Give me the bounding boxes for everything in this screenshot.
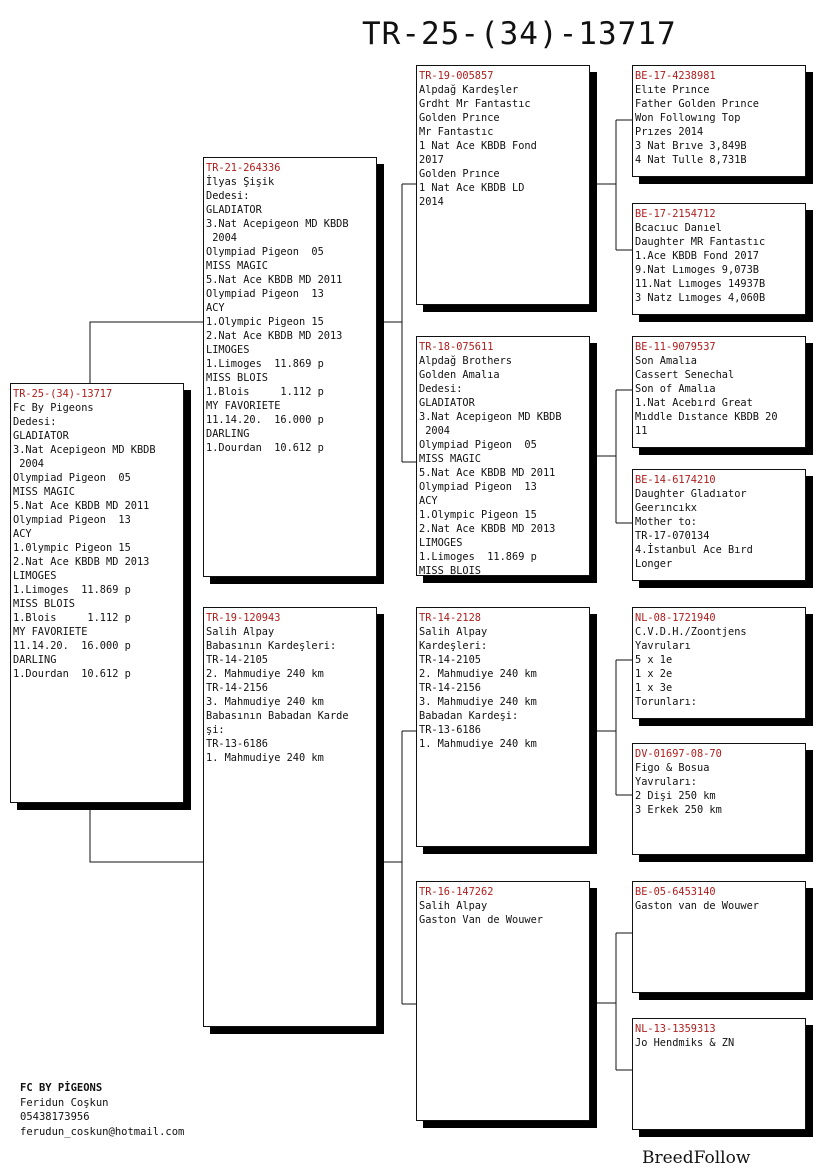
card-line: Mr Fantastıc — [419, 126, 494, 138]
card-line: DARLING — [206, 428, 250, 440]
card-line: Longer — [635, 558, 673, 570]
card-line: GLADIATOR — [13, 430, 69, 442]
pedigree-title: TR-25-(34)-13717 — [362, 16, 677, 52]
card-line: 1.Olympic Pigeon 15 — [419, 509, 537, 521]
card-line: DARLING — [13, 654, 57, 666]
card-line: Father Golden Prınce — [635, 98, 759, 110]
card-line: Gaston van de Wouwer — [635, 900, 759, 912]
card-line: LIMOGES — [206, 344, 250, 356]
card-line: 3 Natz Lımoges 4,060B — [635, 292, 766, 304]
card-line: 5.Nat Ace KBDB MD 2011 — [13, 500, 150, 512]
card-line: Golden Prınce — [419, 112, 500, 124]
card-line: Gaston Van de Wouwer — [419, 914, 543, 926]
card-line: 3.Nat Acepigeon MD KBDB — [419, 411, 562, 423]
card-line: 2. Mahmudiye 240 km — [206, 668, 324, 680]
card-line: Prızes 2014 — [635, 126, 704, 138]
ring-number: BE-17-2154712 — [635, 208, 716, 220]
card-line: 1.Dourdan 10.612 p — [206, 442, 324, 454]
connector-sire-grandparents — [376, 184, 416, 462]
ring-number: TR-25-(34)-13717 — [13, 388, 113, 400]
card-line: 1.Blois 1.112 p — [206, 386, 324, 398]
card-line: Elıte Prınce — [635, 84, 710, 96]
pedigree-card-sdd — [632, 469, 806, 581]
card-line: şi: — [206, 724, 225, 736]
card-line: 3.Nat Acepigeon MD KBDB — [206, 218, 349, 230]
card-line: MISS BLOIS — [13, 598, 75, 610]
card-line: Dedesi: — [206, 190, 250, 202]
card-line: Won Followıng Top — [635, 112, 741, 124]
card-line: 1 x 3e — [635, 682, 673, 694]
card-line: Cassert Senechal — [635, 369, 735, 381]
card-line: 1.Blois 1.112 p — [13, 612, 131, 624]
connector-dam-grandparents — [376, 731, 416, 1004]
card-line: MISS MAGIC — [206, 260, 268, 272]
ring-number: NL-08-1721940 — [635, 612, 716, 624]
card-line: 2017 — [419, 154, 444, 166]
card-line: 5.Nat Ace KBDB MD 2011 — [419, 467, 556, 479]
card-line: TR-13-6186 — [419, 724, 481, 736]
card-line: 11.14.20. 16.000 p — [13, 640, 131, 652]
card-line: 1.Nat Acebırd Great — [635, 397, 753, 409]
card-line: 11 — [635, 425, 648, 437]
card-line: Bcacıuc Danıel — [635, 222, 722, 234]
card-line: 11.Nat Lımoges 14937B — [635, 278, 766, 290]
card-line: Salih Alpay — [419, 900, 488, 912]
card-line: Figo & Bosua — [635, 762, 710, 774]
ring-number: TR-18-075611 — [419, 341, 494, 353]
card-line: 4.İstanbul Ace Bırd — [635, 544, 753, 556]
ring-number: BE-11-9079537 — [635, 341, 716, 353]
card-line: TR-14-2156 — [419, 682, 481, 694]
card-line: 1.Ace KBDB Fond 2017 — [635, 250, 759, 262]
card-line: MISS MAGIC — [419, 453, 481, 465]
pedigree-card-ddd — [632, 1018, 806, 1130]
card-line: 2.Nat Ace KBDB MD 2013 — [206, 330, 343, 342]
card-line: 11.14.20. 16.000 p — [206, 414, 324, 426]
connector-sd-children — [590, 390, 632, 523]
card-line: Salih Alpay — [206, 626, 275, 638]
card-line: Kardeşleri: — [419, 640, 488, 652]
card-line: Salih Alpay — [419, 626, 488, 638]
pedigree-card-subject — [10, 383, 184, 803]
card-line: LIMOGES — [419, 537, 463, 549]
card-line: Son Amalıa — [635, 355, 697, 367]
card-line: 2 Dişi 250 km — [635, 790, 716, 802]
card-line: 1. Mahmudiye 240 km — [419, 738, 537, 750]
card-line: 1.Olympic Pigeon 15 — [206, 316, 324, 328]
card-line: 3.Nat Acepigeon MD KBDB — [13, 444, 156, 456]
card-line: 1.Limoges 11.869 p — [206, 358, 324, 370]
card-line: Olympiad Pigeon 13 — [13, 514, 131, 526]
card-line: GLADIATOR — [206, 204, 262, 216]
card-line: Yavruları: — [635, 776, 697, 788]
card-line: 1.Limoges 11.869 p — [419, 551, 537, 563]
card-line: 3. Mahmudiye 240 km — [206, 696, 324, 708]
ring-number: BE-14-6174210 — [635, 474, 716, 486]
card-line: MY FAVORIETE — [13, 626, 88, 638]
card-line: 4 Nat Tulle 8,731B — [635, 154, 747, 166]
card-line: 1 Nat Ace KBDB Fond — [419, 140, 537, 152]
card-line: ACY — [419, 495, 438, 507]
card-line: 1.Dourdan 10.612 p — [13, 668, 131, 680]
card-line: MISS MAGIC — [13, 486, 75, 498]
card-line: 1 Nat Ace KBDB LD — [419, 182, 525, 194]
card-line: TR-13-6186 — [206, 738, 268, 750]
card-line: Daughter MR Fantastıc — [635, 236, 766, 248]
card-line: Babasının Kardeşleri: — [206, 640, 337, 652]
pedigree-card-dsd — [632, 743, 806, 855]
breeder-name: Feridun Coşkun — [20, 1096, 109, 1109]
card-line: Yavruları — [635, 640, 691, 652]
pedigree-card-dds — [632, 881, 806, 993]
card-line: ACY — [13, 528, 32, 540]
card-line: 1.0lympic Pigeon 15 — [13, 542, 131, 554]
card-line: MISS BLOIS — [206, 372, 268, 384]
card-line: Olympiad Pigeon 13 — [419, 481, 537, 493]
card-line: 9.Nat Lımoges 9,073B — [635, 264, 759, 276]
card-line: C.V.D.H./Zoontjens — [635, 626, 747, 638]
breeder-email[interactable]: ferudun_coskun@hotmail.com — [20, 1125, 185, 1138]
card-line: TR-14-2156 — [206, 682, 268, 694]
pedigree-card-sire-sire — [416, 65, 590, 305]
card-line: MISS BLOIS — [419, 565, 481, 576]
card-line: Olympiad Pigeon 05 — [13, 472, 131, 484]
card-line: 2004 — [419, 425, 450, 437]
card-line: Golden Prınce — [419, 168, 500, 180]
card-line: İlyas Şişik — [206, 176, 275, 188]
ring-number: BE-17-4238981 — [635, 70, 716, 82]
card-line: TR-17-070134 — [635, 530, 710, 542]
card-line: 1 x 2e — [635, 668, 673, 680]
card-line: Olympiad Pigeon 05 — [206, 246, 324, 258]
card-line: GLADIATOR — [419, 397, 475, 409]
card-line: 2004 — [206, 232, 237, 244]
ring-number: DV-01697-08-70 — [635, 748, 722, 760]
card-line: Jo Hendmiks & ZN — [635, 1037, 735, 1049]
card-line: ACY — [206, 302, 225, 314]
breeder-phone: 05438173956 — [20, 1111, 90, 1123]
card-line: 2004 — [13, 458, 44, 470]
card-line: 1.Limoges 11.869 p — [13, 584, 131, 596]
card-line: 2. Mahmudiye 240 km — [419, 668, 537, 680]
card-line: 3. Mahmudiye 240 km — [419, 696, 537, 708]
card-line: Daughter Gladıator — [635, 488, 747, 500]
card-line: Olympiad Pigeon 05 — [419, 439, 537, 451]
ring-number: TR-14-2128 — [419, 612, 481, 624]
card-line: 2.Nat Ace KBDB MD 2013 — [13, 556, 150, 568]
card-line: Olympiad Pigeon 13 — [206, 288, 324, 300]
card-line: 2.Nat Ace KBDB MD 2013 — [419, 523, 556, 535]
card-line: Golden Amalıa — [419, 369, 500, 381]
ring-number: BE-05-6453140 — [635, 886, 716, 898]
breeder-org: FC BY PİGEONS — [20, 1082, 103, 1094]
card-line: Babadan Kardeşi: — [419, 710, 519, 722]
card-line: TR-14-2105 — [206, 654, 268, 666]
card-line: 3 Erkek 250 km — [635, 804, 722, 816]
connector-ss-children — [590, 120, 632, 250]
card-line: Grdht Mr Fantastıc — [419, 98, 531, 110]
card-line: Alpdağ Kardeşler — [419, 84, 519, 96]
card-line: 2014 — [419, 196, 444, 208]
card-line: Dedesi: — [419, 383, 463, 395]
connector-dd-children — [590, 933, 632, 1070]
card-line: MY FAVORIETE — [206, 400, 281, 412]
card-line: Alpdağ Brothers — [419, 355, 512, 367]
ring-number: TR-16-147262 — [419, 886, 494, 898]
pedigree-card-sds — [632, 336, 806, 448]
card-line: 5.Nat Ace KBDB MD 2011 — [206, 274, 343, 286]
card-line: Geerıncıkx — [635, 502, 697, 514]
connector-subject-sire — [90, 322, 203, 383]
card-line: 3 Nat Brıve 3,849B — [635, 140, 747, 152]
card-line: Dedesi: — [13, 416, 57, 428]
card-line: Mother to: — [635, 516, 697, 528]
pedigree-card-sire-dam — [416, 336, 590, 576]
pedigree-card-dss — [632, 607, 806, 719]
brand-logo: BreedFollow — [642, 1148, 751, 1168]
connector-ds-children — [590, 660, 632, 795]
card-line: LIMOGES — [13, 570, 57, 582]
ring-number: TR-19-005857 — [419, 70, 494, 82]
pedigree-card-dam-sire — [416, 607, 590, 847]
connector-subject-dam — [90, 803, 203, 862]
card-line: 5 x 1e — [635, 654, 673, 666]
card-line: Babasının Babadan Karde — [206, 710, 349, 722]
card-line: Fc By Pigeons — [13, 402, 94, 414]
pedigree-card-sss — [632, 65, 806, 177]
ring-number: TR-19-120943 — [206, 612, 281, 624]
pedigree-card-dam — [203, 607, 377, 1027]
pedigree-card-sire — [203, 157, 377, 577]
card-line: 1. Mahmudiye 240 km — [206, 752, 324, 764]
card-line: Son of Amalıa — [635, 383, 716, 395]
card-line: Mıddle Dıstance KBDB 20 — [635, 411, 778, 423]
ring-number: TR-21-264336 — [206, 162, 281, 174]
card-line: Torunları: — [635, 696, 697, 708]
pedigree-card-ssd — [632, 203, 806, 315]
pedigree-card-dam-dam — [416, 881, 590, 1121]
breeder-contact — [20, 1081, 184, 1139]
ring-number: NL-13-1359313 — [635, 1023, 716, 1035]
card-line: TR-14-2105 — [419, 654, 481, 666]
